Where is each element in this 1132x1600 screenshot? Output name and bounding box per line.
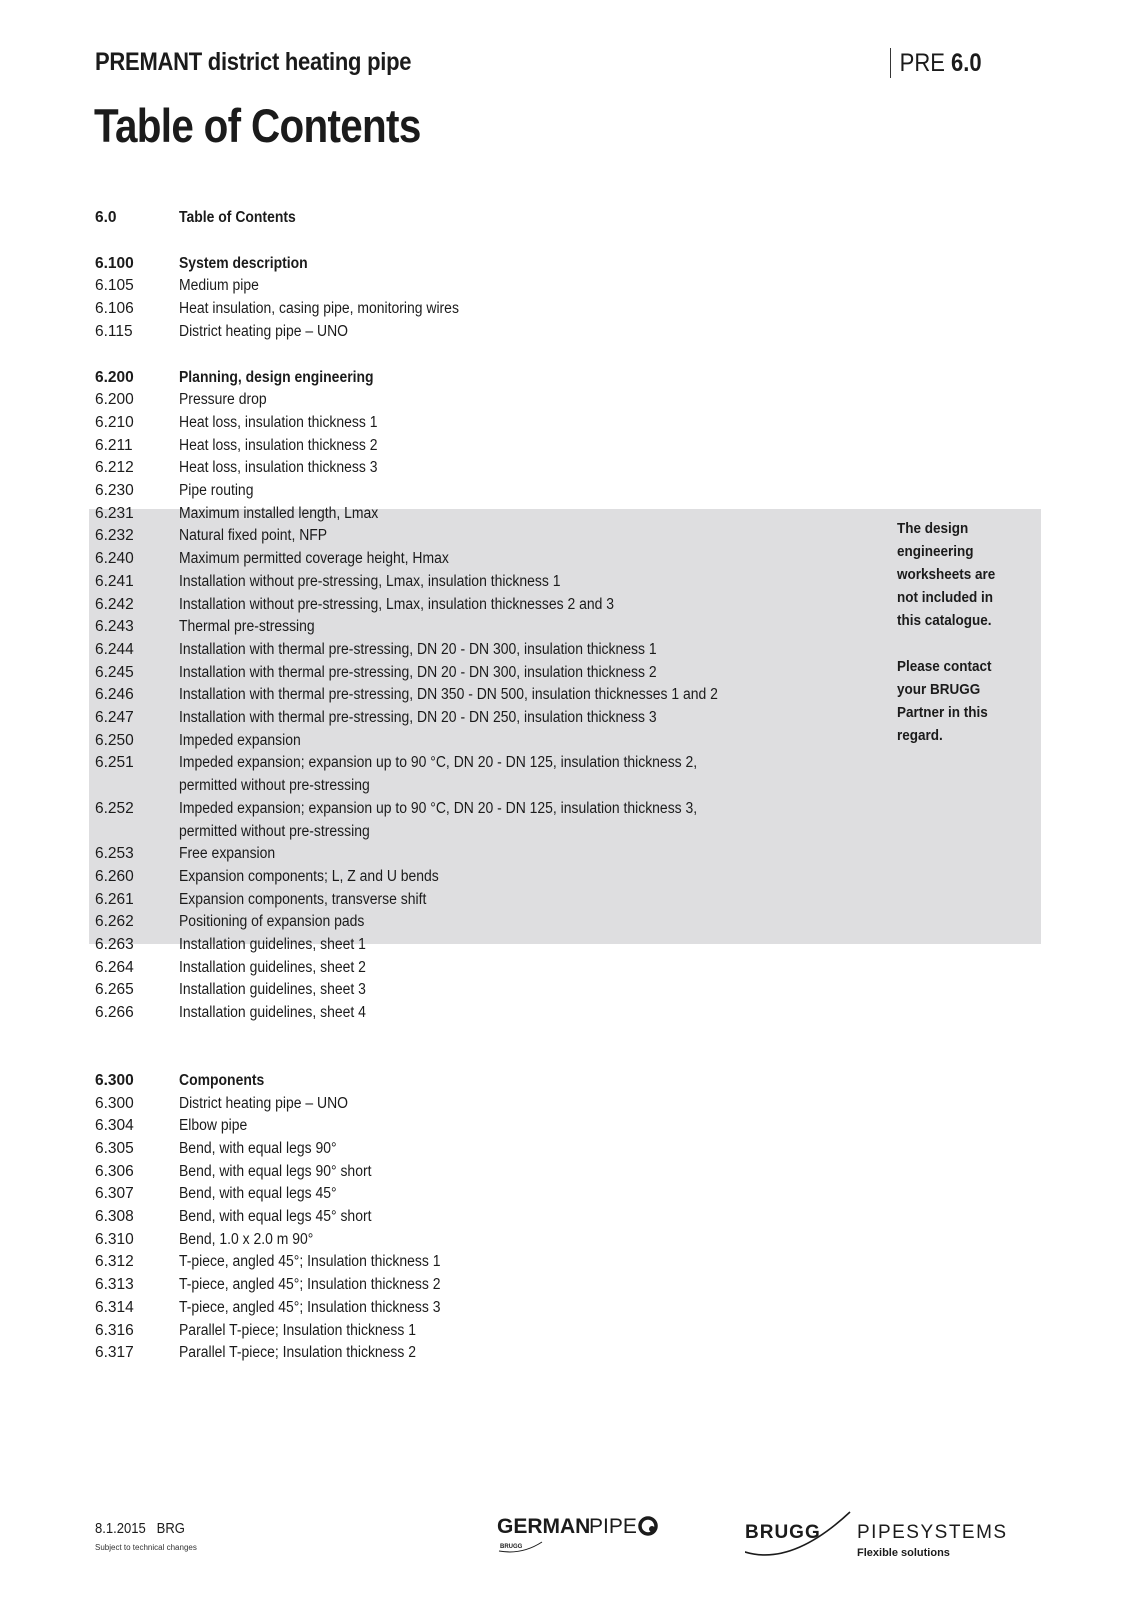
footer-disclaimer: Subject to technical changes	[95, 1543, 197, 1552]
toc-entry	[0, 1229, 1132, 1252]
toc-entry	[0, 480, 1132, 503]
toc-entry-title: Natural fixed point, NFP	[179, 527, 328, 545]
toc-entry	[0, 911, 1132, 934]
toc-entry-number: 6.260	[95, 867, 134, 885]
side-note-paragraph-2: Please contact your BRUGG Partner in this regard.	[897, 658, 992, 744]
toc-entry-title: T-piece, angled 45°; Insulation thickness 3	[179, 1298, 441, 1316]
toc-section-heading	[0, 367, 1132, 390]
toc-entry-title: District heating pipe – UNO	[179, 1094, 349, 1112]
toc-entry-title: Installation guidelines, sheet 3	[179, 981, 366, 999]
toc-entry-title: Parallel T-piece; Insulation thickness 1	[179, 1321, 417, 1339]
toc-entry-number: 6.241	[95, 572, 134, 590]
toc-entry-number: 6.105	[95, 277, 134, 295]
brugg-pipesystems-logo	[745, 1508, 1045, 1563]
toc-entry-title: Impeded expansion	[179, 731, 301, 749]
toc-entry	[0, 1183, 1132, 1206]
toc-entry-title: Impeded expansion; expansion up to 90 °C, DN 20 - DN 125, insulation thickness 3,	[179, 799, 698, 817]
toc-entry-title: Bend, with equal legs 45°	[179, 1185, 337, 1203]
page-title: Table of Contents	[94, 99, 421, 152]
toc-entry-title: Bend, 1.0 x 2.0 m 90°	[179, 1230, 314, 1248]
toc-entry-title: Pipe routing	[179, 482, 254, 499]
toc-entry-title: Installation with thermal pre-stressing, DN 20 - DN 300, insulation thickness 2	[179, 663, 657, 681]
toc-entry	[0, 957, 1132, 980]
side-note-paragraph-1: The design engineering worksheets are not included in this catalogue.	[897, 520, 996, 629]
toc-entry-title: Maximum permitted coverage height, Hmax	[179, 550, 449, 568]
toc-entry-number: 6.313	[95, 1276, 134, 1294]
side-note	[897, 517, 1014, 770]
toc-section-heading	[0, 207, 1132, 230]
toc-entry-number: 6.300	[95, 1071, 134, 1089]
toc-entry-number: 6.247	[95, 709, 134, 726]
toc-entry-title: Bend, with equal legs 90°	[179, 1139, 337, 1157]
toc-entry-number: 6.200	[95, 391, 134, 409]
toc-section-heading	[0, 1070, 1132, 1093]
toc-entry	[0, 979, 1132, 1002]
toc-entry-number: 6.243	[95, 618, 134, 636]
toc-entry-title: Installation guidelines, sheet 2	[179, 958, 366, 976]
toc-entry-number: 6.106	[95, 300, 134, 318]
toc-entry-number: 6.264	[95, 958, 134, 976]
toc-entry-number: 6.316	[95, 1321, 134, 1339]
toc-entry-number: 6.317	[95, 1344, 134, 1362]
toc-entry-title: T-piece, angled 45°; Insulation thickness 1	[179, 1253, 441, 1271]
toc-entry	[0, 321, 1132, 344]
page-code	[890, 48, 982, 78]
toc-entry-number: 6.100	[95, 254, 134, 272]
toc-entry-title: Installation without pre-stressing, Lmax, insulation thickness 1	[179, 572, 561, 590]
toc-entry-number: 6.305	[95, 1139, 134, 1157]
toc-entry-number: 6.304	[95, 1117, 134, 1135]
toc-entry	[0, 1161, 1132, 1184]
page-code-number: 6.0	[951, 49, 982, 77]
toc-entry-title: Elbow pipe	[179, 1117, 248, 1135]
toc-entry-title: Free expansion	[179, 845, 276, 863]
toc-entry	[0, 775, 1132, 798]
toc-entry-number: 6.115	[95, 322, 133, 340]
toc-entry-number: 6.266	[95, 1004, 134, 1022]
toc-entry-title: permitted without pre-stressing	[179, 777, 370, 795]
toc-entry-number: 6.307	[95, 1185, 134, 1203]
toc-entry	[0, 298, 1132, 321]
toc-entry-title: Heat loss, insulation thickness 2	[179, 436, 378, 454]
toc-entry-title: Expansion components, transverse shift	[179, 890, 427, 908]
toc-entry	[0, 1251, 1132, 1274]
toc-entry-title: Medium pipe	[179, 277, 259, 295]
toc-entry	[0, 1297, 1132, 1320]
toc-entry-number: 6.240	[95, 550, 134, 568]
toc-entry-number: 6.232	[95, 527, 134, 545]
brugg-logo-tagline: Flexible solutions	[857, 1547, 950, 1559]
toc-entry-title: Expansion components; L, Z and U bends	[179, 867, 439, 885]
toc-entry	[0, 389, 1132, 412]
toc-entry-title: Installation without pre-stressing, Lmax, insulation thicknesses 2 and 3	[179, 595, 615, 613]
page-header-title: PREMANT district heating pipe	[95, 48, 412, 76]
toc-entry-title: Bend, with equal legs 45° short	[179, 1208, 372, 1225]
toc-entry-number: 6.306	[95, 1162, 134, 1180]
toc-entry-number: 6.310	[95, 1230, 134, 1248]
toc-entry-number: 6.231	[95, 504, 134, 522]
toc-entry-number: 6.263	[95, 936, 134, 953]
pipesystems-logo-text: PIPESYSTEMS	[857, 1522, 1008, 1543]
toc-entry-number: 6.210	[95, 413, 134, 431]
toc-entry-title: Installation with thermal pre-stressing, DN 20 - DN 250, insulation thickness 3	[179, 709, 657, 726]
toc-entry-number: 6.200	[95, 368, 134, 386]
footer-date: 8.1.2015 BRG	[95, 1521, 185, 1537]
toc-entry	[0, 889, 1132, 912]
toc-entry-number: 6.300	[95, 1094, 134, 1112]
toc-entry	[0, 412, 1132, 435]
toc-entry-number: 6.312	[95, 1253, 134, 1271]
toc-entry-title: Installation with thermal pre-stressing, DN 350 - DN 500, insulation thicknesses 1 and 2	[179, 686, 718, 704]
germanpipe-logo-mark-icon	[640, 1518, 656, 1534]
toc-entry	[0, 1138, 1132, 1161]
germanpipe-logo-mark-dot-icon	[649, 1526, 655, 1532]
toc-entry-number: 6.246	[95, 686, 134, 704]
brugg-logo-text: BRUGG	[745, 1522, 821, 1543]
toc-entry-number: 6.265	[95, 981, 134, 999]
toc-entry-title: Heat loss, insulation thickness 3	[179, 459, 378, 477]
toc-entry	[0, 866, 1132, 889]
toc-entry-title: Installation guidelines, sheet 1	[179, 936, 366, 953]
toc-entry-title: Components	[179, 1071, 265, 1089]
toc-entry	[0, 843, 1132, 866]
toc-entry-title: Planning, design engineering	[179, 368, 374, 386]
toc-entry-number: 6.262	[95, 913, 134, 931]
toc-entry	[0, 1342, 1132, 1365]
toc-section-heading	[0, 253, 1132, 276]
toc-entry-number: 6.251	[95, 754, 134, 772]
toc-entry-number: 6.211	[95, 436, 133, 454]
germanpipe-logo-subtext: BRUGG	[500, 1544, 523, 1550]
toc-entry	[0, 821, 1132, 844]
toc-entry-number: 6.230	[95, 482, 134, 499]
toc-entry-title: T-piece, angled 45°; Insulation thickness 2	[179, 1276, 441, 1294]
toc-entry	[0, 1320, 1132, 1343]
toc-entry-title: Table of Contents	[179, 209, 296, 226]
toc-entry	[0, 1093, 1132, 1116]
toc-entry	[0, 457, 1132, 480]
toc-entry-number: 6.242	[95, 595, 134, 613]
toc-entry	[0, 435, 1132, 458]
toc-entry-title: Bend, with equal legs 90° short	[179, 1162, 372, 1180]
toc-entry-title: System description	[179, 254, 308, 272]
toc-entry-title: Heat insulation, casing pipe, monitoring wires	[179, 300, 459, 318]
toc-entry-number: 6.314	[95, 1298, 134, 1316]
toc-entry-title: Maximum installed length, Lmax	[179, 504, 379, 522]
toc-entry-title: Pressure drop	[179, 391, 267, 409]
toc-entry-title: Heat loss, insulation thickness 1	[179, 413, 378, 431]
toc-entry	[0, 1206, 1132, 1229]
toc-entry-number: 6.250	[95, 731, 134, 749]
toc-entry-title: District heating pipe – UNO	[179, 322, 349, 340]
toc-entry-number: 6.261	[95, 890, 134, 908]
toc-entry	[0, 1115, 1132, 1138]
toc-entry-title: Thermal pre-stressing	[179, 618, 315, 636]
toc-entry	[0, 1274, 1132, 1297]
germanpipe-logo-text-a: GERMAN	[497, 1515, 591, 1538]
toc-entry-number: 6.0	[95, 209, 117, 226]
toc-entry-title: Installation guidelines, sheet 4	[179, 1004, 366, 1022]
toc-entry-number: 6.245	[95, 663, 134, 681]
germanpipe-logo-text-b: PIPE	[589, 1515, 637, 1538]
germanpipe-logo	[497, 1511, 677, 1556]
page-code-prefix: PRE	[899, 49, 945, 77]
toc-entry-title: permitted without pre-stressing	[179, 822, 370, 840]
toc-entry-number: 6.308	[95, 1208, 134, 1225]
toc-entry-title: Positioning of expansion pads	[179, 913, 365, 931]
toc-entry-title: Parallel T-piece; Insulation thickness 2	[179, 1344, 417, 1362]
toc-entry	[0, 1002, 1132, 1025]
toc-entry-title: Impeded expansion; expansion up to 90 °C, DN 20 - DN 125, insulation thickness 2,	[179, 754, 698, 772]
toc-entry	[0, 934, 1132, 957]
toc-entry-number: 6.252	[95, 799, 134, 817]
toc-entry-number: 6.253	[95, 845, 134, 863]
toc-entry	[0, 798, 1132, 821]
toc-entry	[0, 275, 1132, 298]
toc-entry-number: 6.244	[95, 640, 134, 658]
toc-entry-title: Installation with thermal pre-stressing, DN 20 - DN 300, insulation thickness 1	[179, 640, 657, 658]
toc-entry-number: 6.212	[95, 459, 134, 477]
